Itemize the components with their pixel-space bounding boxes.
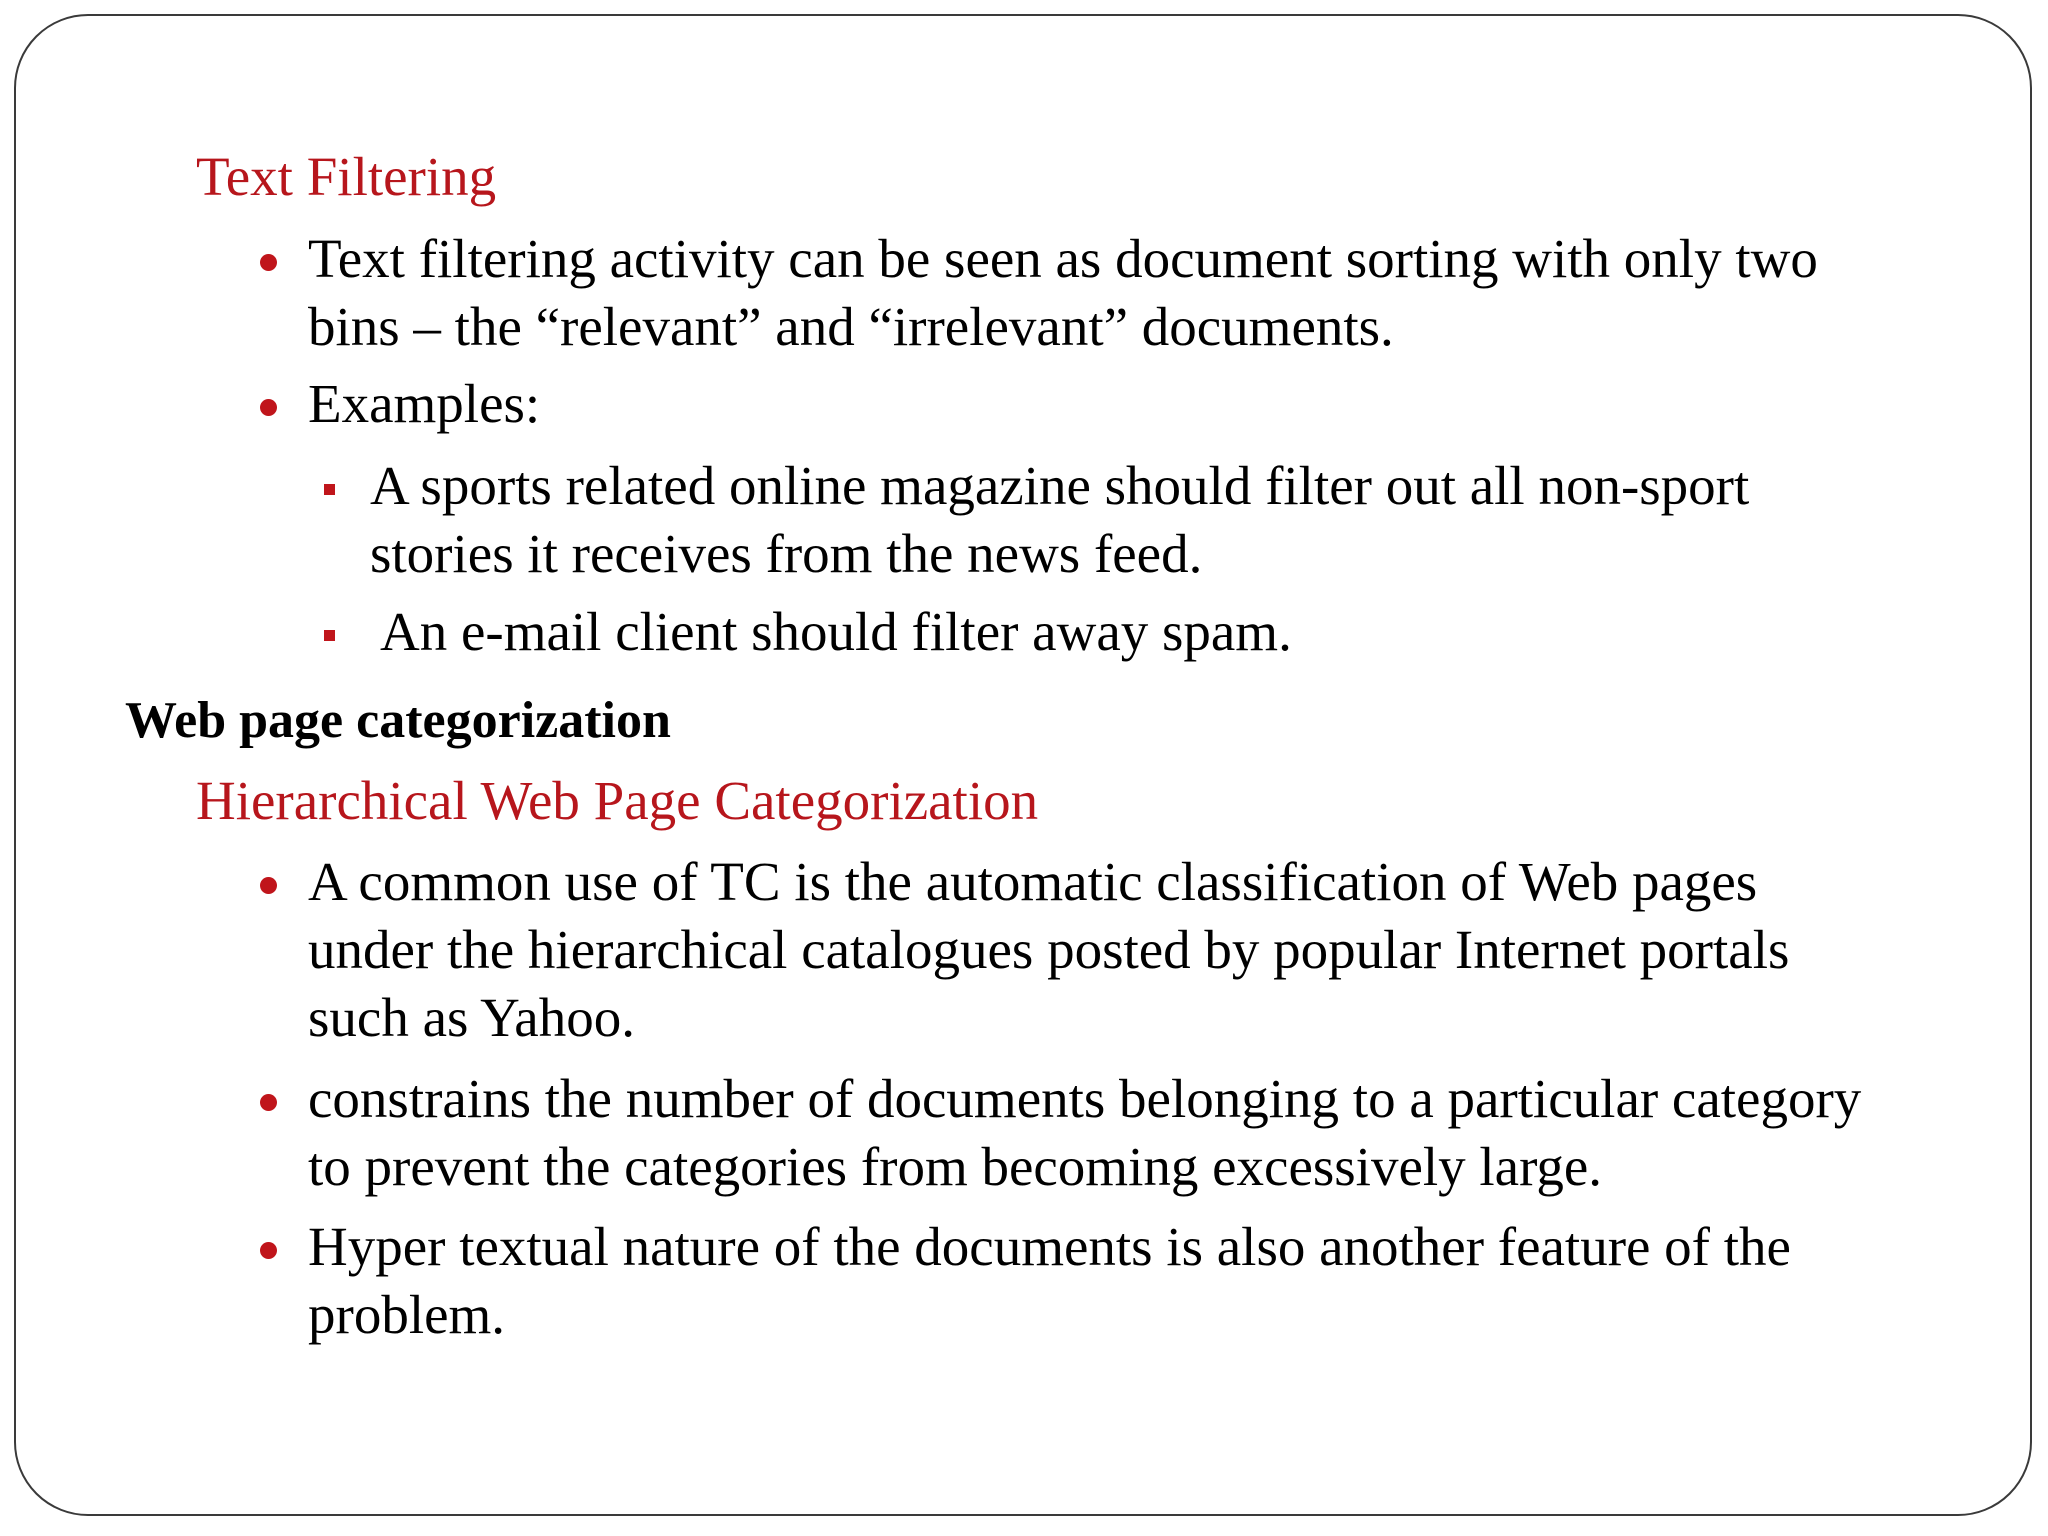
- bullet-text-line: constrains the number of documents belonging to a particular category: [308, 1068, 1862, 1129]
- bullet-square-icon: [324, 484, 335, 495]
- bullet-text-line: to prevent the categories from becoming excessively large.: [308, 1136, 1603, 1197]
- sub-bullet-text-line: A sports related online magazine should filter out all non-sport: [370, 455, 1750, 516]
- bullet-text-line: A common use of TC is the automatic classification of Web pages: [308, 851, 1758, 912]
- sub-bullet-text-line: stories it receives from the news feed.: [370, 523, 1203, 584]
- bullet-dot-icon: [260, 1242, 277, 1259]
- bullet-text-line: under the hierarchical catalogues posted by popular Internet portals: [308, 919, 1790, 980]
- bullet-square-icon: [324, 630, 335, 641]
- section-heading-text-filtering: Text Filtering: [196, 146, 497, 207]
- section-title-web-page-categorization: Web page categorization: [125, 692, 671, 749]
- bullet-text-line: Examples:: [308, 373, 541, 434]
- bullet-text-line: Text filtering activity can be seen as document sorting with only two: [308, 228, 1818, 289]
- sub-bullet-text-line: An e-mail client should filter away spam.: [380, 601, 1292, 662]
- bullet-dot-icon: [260, 254, 277, 271]
- bullet-text-line: such as Yahoo.: [308, 987, 635, 1048]
- bullet-dot-icon: [260, 877, 277, 894]
- bullet-dot-icon: [260, 1094, 277, 1111]
- bullet-text-line: bins – the “relevant” and “irrelevant” documents.: [308, 296, 1394, 357]
- bullet-text-line: problem.: [308, 1284, 506, 1345]
- section-heading-hierarchical: Hierarchical Web Page Categorization: [196, 770, 1039, 831]
- bullet-text-line: Hyper textual nature of the documents is also another feature of the: [308, 1216, 1791, 1277]
- bullet-dot-icon: [260, 399, 277, 416]
